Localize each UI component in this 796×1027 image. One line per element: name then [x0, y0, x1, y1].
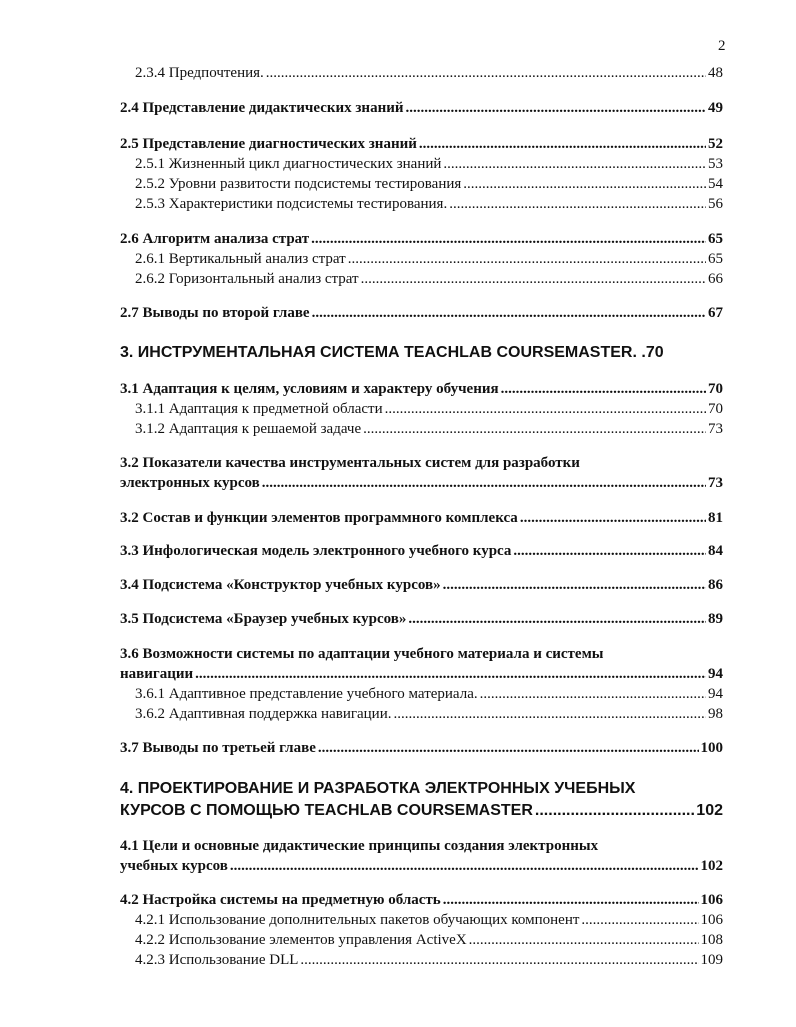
- toc-entry-page: 54: [708, 176, 723, 192]
- toc-entry-title: электронных курсов: [120, 475, 260, 491]
- toc-entry-page: 52: [708, 136, 723, 152]
- toc-entry-page: 102: [700, 858, 723, 874]
- toc-entry-title: 2.5.1 Жизненный цикл диагностических знаний: [135, 156, 442, 172]
- toc-entry: [135, 401, 723, 418]
- toc-entry: [135, 176, 723, 193]
- toc-entry-line1: 3.2 Показатели качества инструментальных систем для разработки: [120, 455, 580, 471]
- toc-entry-page: 73: [708, 475, 723, 491]
- toc-entry-line1: 4.1 Цели и основные дидактические принципы создания электронных: [120, 838, 599, 854]
- toc-entry-title: 4.2.3 Использование DLL: [135, 952, 299, 968]
- toc-entry-title: 3.4 Подсистема «Конструктор учебных курсов»: [120, 577, 441, 593]
- toc-entry: [135, 421, 723, 438]
- toc-entry-title: 2.6 Алгоритм анализа страт: [120, 231, 310, 247]
- toc-entry: [135, 912, 723, 929]
- toc-entry: [135, 932, 723, 949]
- toc-entry: [135, 952, 723, 969]
- toc-entry-title: 3.6.2 Адаптивная поддержка навигации.: [135, 706, 392, 722]
- toc-chapter-line1: 4. ПРОЕКТИРОВАНИЕ И РАЗРАБОТКА ЭЛЕКТРОННЫХ УЧЕБНЫХ: [120, 780, 636, 797]
- toc-entry-title: 2.5.3 Характеристики подсистемы тестирования.: [135, 196, 448, 212]
- toc-entry-title: 3.7 Выводы по третьей главе: [120, 740, 316, 756]
- toc-entry: [135, 196, 723, 213]
- toc-chapter: [120, 344, 723, 362]
- toc-entry-page: 70: [645, 344, 664, 361]
- toc-entry: [120, 892, 723, 909]
- toc-entry-page: 73: [708, 421, 723, 437]
- toc-entry-page: 100: [700, 740, 723, 756]
- toc-entry-page: 89: [708, 611, 723, 627]
- toc-entry: [120, 305, 723, 322]
- toc-entry-title: 2.3.4 Предпочтения.: [135, 65, 264, 81]
- toc-entry: [120, 475, 723, 492]
- toc-entry: [135, 686, 723, 703]
- toc-entry-title: 3. ИНСТРУМЕНТАЛЬНАЯ СИСТЕМА TEACHLAB COURSEMASTER. .: [120, 344, 646, 361]
- toc-entry: [120, 381, 723, 398]
- toc-entry: [120, 100, 723, 117]
- toc-entry-page: 86: [708, 577, 723, 593]
- toc-entry-title: 2.5.2 Уровни развитости подсистемы тестирования: [135, 176, 462, 192]
- toc-entry-page: 66: [708, 271, 723, 287]
- toc-entry: [135, 156, 723, 173]
- toc-entry-page: 56: [708, 196, 723, 212]
- toc-entry-title: учебных курсов: [120, 858, 228, 874]
- toc-entry: [120, 666, 723, 683]
- toc-entry-page: 106: [700, 912, 723, 928]
- toc-entry-title: 4.2 Настройка системы на предметную область: [120, 892, 441, 908]
- toc-entry-title: 2.6.1 Вертикальный анализ страт: [135, 251, 346, 267]
- toc-entry-title: 2.7 Выводы по второй главе: [120, 305, 310, 321]
- toc-entry-title: 4.2.2 Использование элементов управления ActiveX: [135, 932, 467, 948]
- toc-entry: [120, 510, 723, 527]
- toc-entry-page: 84: [708, 543, 723, 559]
- toc-entry-title: 3.1 Адаптация к целям, условиям и характеру обучения: [120, 381, 499, 397]
- toc-entry-title: 3.2 Состав и функции элементов программного комплекса: [120, 510, 518, 526]
- toc-entry-title: 3.3 Инфологическая модель электронного учебного курса: [120, 543, 512, 559]
- toc-entry-page: 65: [708, 251, 723, 267]
- toc-entry-page: 67: [708, 305, 723, 321]
- toc-entry-title: 3.5 Подсистема «Браузер учебных курсов»: [120, 611, 407, 627]
- toc-entry: [120, 136, 723, 153]
- toc-entry: [135, 251, 723, 268]
- toc-chapter: [120, 802, 723, 820]
- toc-entry-page: 53: [708, 156, 723, 172]
- toc-entry-page: 65: [708, 231, 723, 247]
- toc-entry-page: 106: [700, 892, 723, 908]
- toc-entry-page: 102: [696, 802, 723, 819]
- toc-entry-page: 98: [708, 706, 723, 722]
- toc-entry-title: 3.6.1 Адаптивное представление учебного материала.: [135, 686, 478, 702]
- toc-entry-page: 109: [700, 952, 723, 968]
- page-number: 2: [718, 38, 726, 54]
- toc-entry-title: 2.4 Представление дидактических знаний: [120, 100, 404, 116]
- toc-entry: [120, 231, 723, 248]
- toc-entry: [135, 271, 723, 288]
- toc-entry-title: 2.6.2 Горизонтальный анализ страт: [135, 271, 359, 287]
- toc-entry-page: 94: [708, 666, 723, 682]
- toc-entry-title: 3.1.1 Адаптация к предметной области: [135, 401, 383, 417]
- toc-entry-title: 2.5 Представление диагностических знаний: [120, 136, 417, 152]
- toc-entry: [135, 706, 723, 723]
- toc-entry: [120, 543, 723, 560]
- toc-entry: [135, 65, 723, 82]
- toc-entry-page: 48: [708, 65, 723, 81]
- toc-entry-page: 70: [708, 381, 723, 397]
- toc-entry: [120, 858, 723, 875]
- toc-entry-title: КУРСОВ С ПОМОЩЬЮ TEACHLAB COURSEMASTER: [120, 802, 533, 819]
- toc-entry-page: 70: [708, 401, 723, 417]
- toc-entry-page: 81: [708, 510, 723, 526]
- toc-entry-page: 49: [708, 100, 723, 116]
- toc-entry-title: 4.2.1 Использование дополнительных пакетов обучающих компонент: [135, 912, 580, 928]
- toc-entry-line1: 3.6 Возможности системы по адаптации учебного материала и системы: [120, 646, 604, 662]
- toc-entry-title: 3.1.2 Адаптация к решаемой задаче: [135, 421, 362, 437]
- toc-entry: [120, 611, 723, 628]
- toc-entry: [120, 740, 723, 757]
- toc-entry: [120, 577, 723, 594]
- toc-entry-page: 108: [700, 932, 723, 948]
- toc-entry-page: 94: [708, 686, 723, 702]
- toc-entry-title: навигации: [120, 666, 194, 682]
